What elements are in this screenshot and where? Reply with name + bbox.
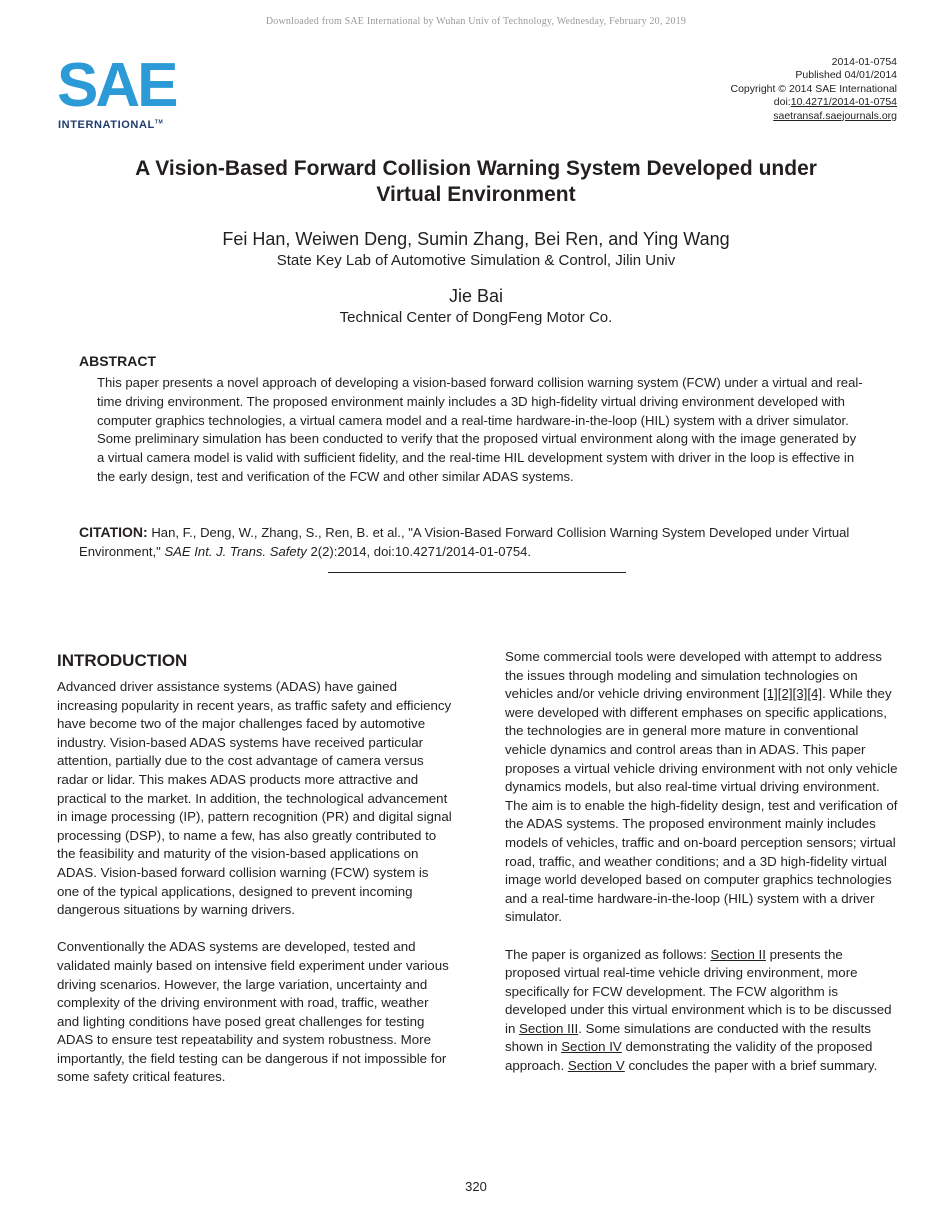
paper-title: [60, 156, 892, 208]
page-number: 320: [465, 1179, 487, 1194]
section-5-link[interactable]: Section V: [567, 1058, 625, 1074]
published-date: Published 04/01/2014: [795, 69, 897, 82]
ref-1-link[interactable]: [1]: [762, 686, 778, 702]
ref-2-link[interactable]: [2]: [777, 686, 793, 702]
sae-logo-subtitle: [58, 119, 163, 131]
p3-text-b: . While they were developed with different emphases on specific applications, the technologies are in general more mature in conventional vehicle dynamics and control areas than in ADAS. This paper proposes a virtual vehicle driving environment with not only vehicle dynamics models, but also real-time virtual driving environment. The aim is to enable the high-fidelity design, test and verification of the ADAS systems. The proposed environment mainly includes models of vehicles, traffic and on-board perception sensors; virtual road, traffic, and weather conditions; and a 3D high-fidelity virtual image world developed based on computer graphics technologies and a real-time hardware-in-the-loop (HIL) system with a driver simulator.: [505, 686, 898, 925]
p4-text-d: demonstrating the validity of the proposed approach.: [505, 1039, 873, 1074]
intro-paragraph-2: Conventionally the ADAS systems are developed, tested and validated mainly based on intensive field experiment under various driving scenarios. However, the large variation, uncertainty and complexity of the driving environment with road, traffic, weather and lighting conditions have posed great challenges for testing ADAS to ensure test repeatability and system robustness. More importantly, the field testing can be dangerous if not impossible for some safety critical features.: [57, 939, 449, 1085]
p3-text-a: Some commercial tools were developed with attempt to address the issues through modeling and simulation technologies on vehicles and/or vehicle driving environment: [505, 649, 882, 702]
citation: [79, 523, 879, 561]
affiliation-secondary: Technical Center of DongFeng Motor Co.: [339, 309, 613, 326]
download-note: Downloaded from SAE International by Wuhan Univ of Technology, Wednesday, February 20, 2019: [265, 16, 687, 27]
affiliation-primary: State Key Lab of Automotive Simulation & Control, Jilin Univ: [276, 252, 676, 269]
intro-paragraph-3: [505, 648, 901, 927]
paper-number: 2014-01-0754: [831, 56, 897, 68]
section-3-link[interactable]: Section III: [519, 1020, 579, 1036]
p4-text-c: . Some simulations are conducted with the results shown in: [505, 1020, 871, 1055]
intro-paragraph-1: Advanced driver assistance systems (ADAS) have gained increasing popularity in recent years, as traffic safety and efficiency have become two of the major challenges faced by automotive industry. Vision-based ADAS systems have received particular attention, partially due to the cost advantage of camera versus radar or lidar. This makes ADAS products more attractive and practical to the market. In addition, the technological advancement in image processing (IP), pattern recognition (PR) and digital signal processing (DSP), to name a few, has also greatly contributed to the feasibility and maturity of the vision-based applications on ADAS. Vision-based forward collision warning (FCW) system is one of the typical applications, designed to prevent incoming dangerous situations by warning drivers.: [57, 679, 452, 918]
journal-link[interactable]: saetransaf.saejournals.org: [773, 109, 897, 122]
paper-meta: [730, 56, 897, 123]
p4-text-e: concludes the paper with a brief summary.: [624, 1058, 878, 1074]
citation-text: Han, F., Deng, W., Zhang, S., Ren, B. et al., "A Vision-Based Forward Collision Warning System Developed under Virtual Environment,": [79, 525, 850, 559]
introduction-heading: INTRODUCTION: [57, 651, 188, 670]
title-line-2: Virtual Environment: [376, 183, 576, 206]
p4-text-b: presents the proposed virtual real-time vehicle driving environment, more specifically for FCW development. The FCW algorithm is developed under this virtual environment which is to be discussed in: [505, 946, 892, 1036]
citation-text-end: 2(2):2014, doi:10.4271/2014-01-0754.: [306, 543, 532, 559]
left-column: [57, 648, 453, 1106]
right-column: [505, 648, 901, 1094]
doi-line: [730, 96, 897, 109]
citation-label: CITATION:: [79, 524, 148, 540]
section-4-link[interactable]: Section IV: [561, 1039, 622, 1055]
sae-logo: [57, 51, 177, 135]
authors-primary: Fei Han, Weiwen Deng, Sumin Zhang, Bei Ren, and Ying Wang: [222, 229, 730, 249]
authors-secondary: Jie Bai: [448, 286, 504, 306]
sae-logo-wordmark: SAE: [57, 51, 176, 120]
p4-text-a: The paper is organized as follows:: [505, 946, 711, 962]
ref-3-link[interactable]: [3]: [792, 686, 808, 702]
divider-rule: [328, 572, 626, 573]
intro-paragraph-4: [505, 946, 901, 1076]
citation-journal: SAE Int. J. Trans. Safety: [164, 543, 307, 559]
logo-subtitle-text: INTERNATIONAL: [58, 119, 155, 131]
abstract-heading: ABSTRACT: [79, 353, 156, 369]
section-2-link[interactable]: Section II: [710, 946, 766, 962]
title-line-1: A Vision-Based Forward Collision Warning System Developed under: [135, 157, 817, 180]
copyright: Copyright © 2014 SAE International: [730, 82, 897, 95]
doi-link[interactable]: 10.4271/2014-01-0754: [790, 96, 897, 109]
ref-4-link[interactable]: [4]: [807, 686, 823, 702]
doi-prefix: doi:: [773, 96, 791, 109]
logo-trademark: TM: [154, 119, 164, 126]
abstract-text: This paper presents a novel approach of developing a vision-based forward collision warning system (FCW) under a virtual and real-time driving environment. The proposed environment mainly includes a 3D high-fidelity virtual driving environment developed with computer graphics technologies, a virtual camera model and a real-time hardware-in-the-loop (HIL) system with a driver simulator. Some preliminary simulation has been conducted to verify that the proposed virtual environment along with the image generated by a virtual camera model is valid with sufficient fidelity, and the real-time HIL development system with driver in the loop is effective in the early design, test and verification of the FCW and other similar ADAS systems.: [97, 375, 863, 484]
